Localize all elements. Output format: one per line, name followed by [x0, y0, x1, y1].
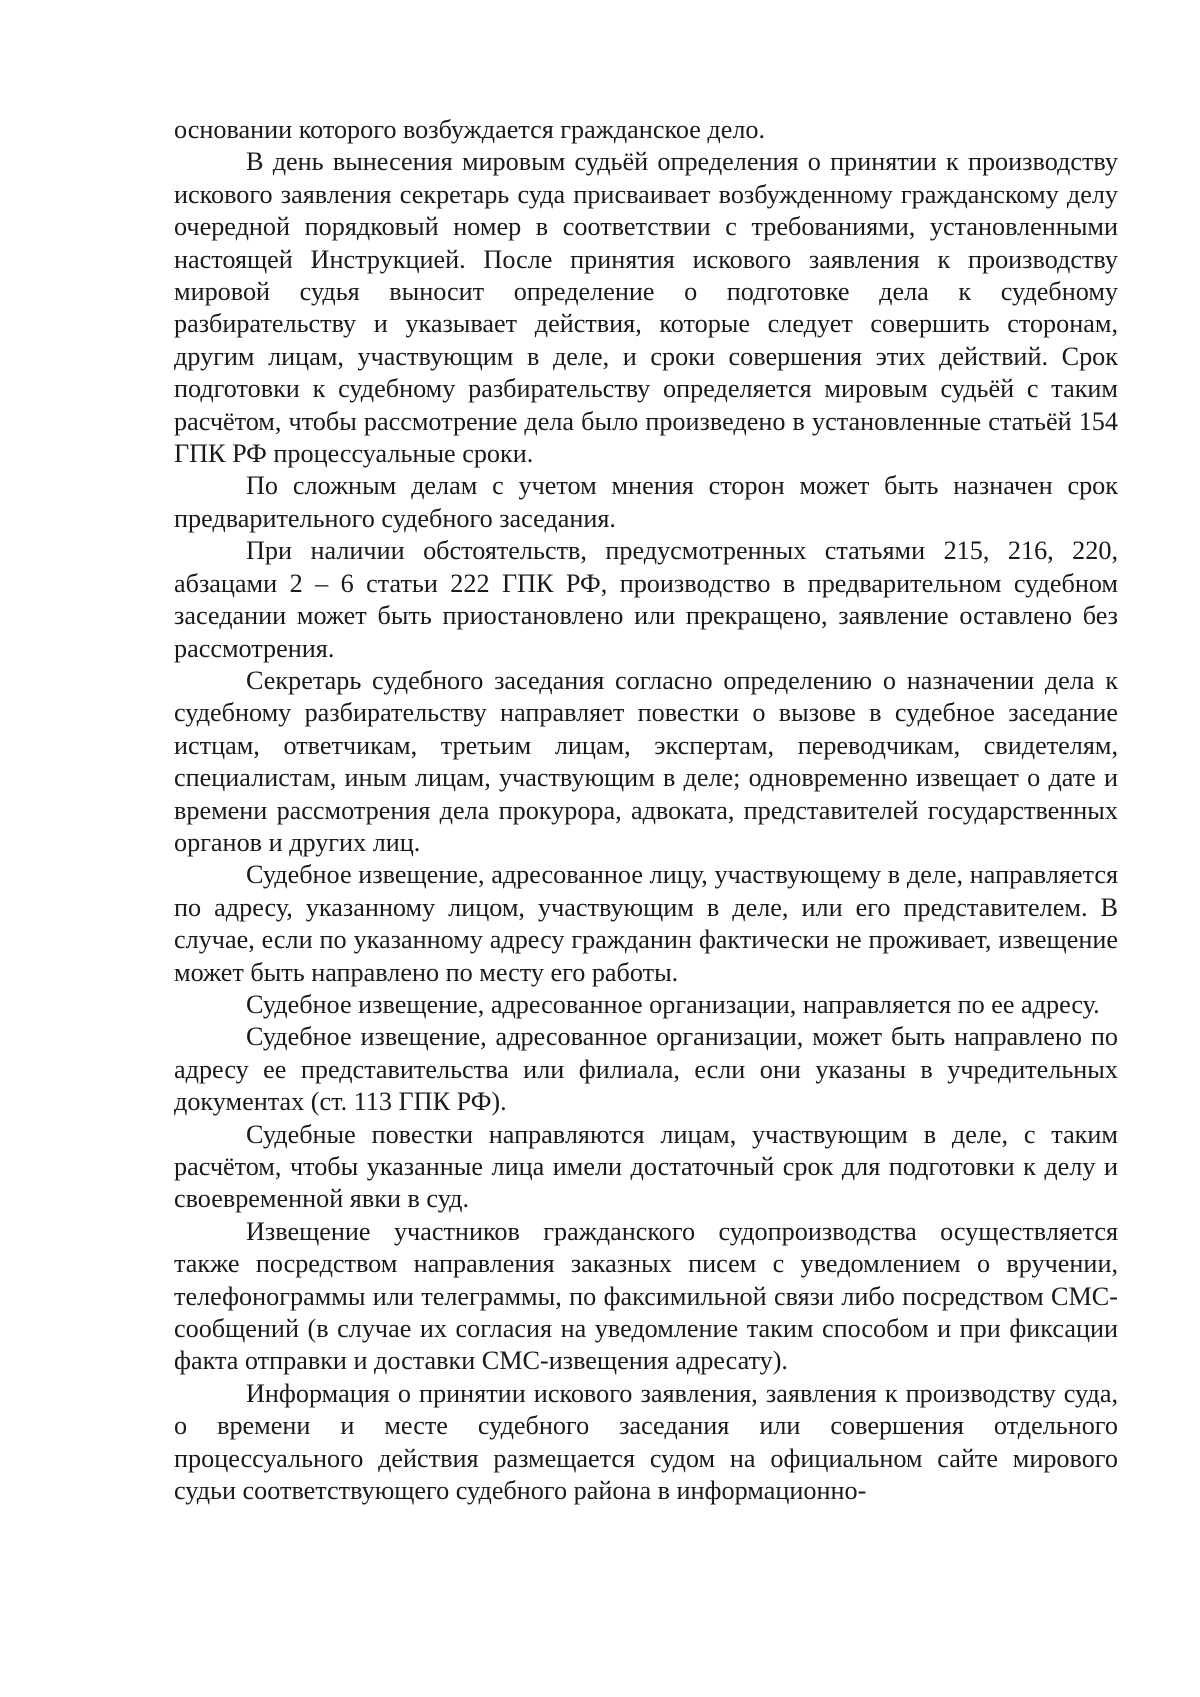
paragraph-notice-organization: Судебное извещение, адресованное организации, направляется по ее адресу. [246, 989, 1100, 1019]
document-body [174, 114, 1118, 1507]
paragraph-summons: Секретарь судебного заседания согласно определению о назначении дела к судебному разбирательству направляет повестки о вызове в судебное заседание истцам, ответчикам, третьим лицам, экспертам, переводчикам, свидетелям, специалистам, иным лицам, участвующим в деле; одновременно извещает о дате и времени рассмотрения дела прокурора, адвоката, представителей государственных органов и других лиц. [174, 665, 1118, 857]
paragraph-suspension: При наличии обстоятельств, предусмотренных статьями 215, 216, 220, абзацами 2 – 6 статьи 222 ГПК РФ, производство в предварительном судебном заседании может быть приостановлено или прекращено, заявление оставлено без рассмотрения. [174, 536, 1118, 663]
paragraph-online-information: Информация о принятии искового заявления, заявления к производству суда, о времени и месте судебного заседания или совершения отдельного процессуального действия размещается судом на официальном сайте мирового судьи соответствующего судебного района в информационно- [174, 1378, 1118, 1506]
paragraph-summons-timing: Судебные повестки направляются лицам, участвующим в деле, с таким расчётом, чтобы указанные лица имели достаточный срок для подготовки к делу и своевременной явки в суд. [174, 1119, 1118, 1214]
paragraph-notice-person: Судебное извещение, адресованное лицу, участвующему в деле, направляется по адресу, указанному лицом, участвующим в деле, или его представителем. В случае, если по указанному адресу гражданин фактически не проживает, извещение может быть направлено по месту его работы. [174, 860, 1118, 987]
paragraph-complex-cases: По сложным делам с учетом мнения сторон может быть назначен срок предварительного судебного заседания. [174, 471, 1118, 533]
paragraph-notification-methods: Извещение участников гражданского судопроизводства осуществляется также посредством направления заказных писем с уведомлением о вручении, телефонограммы или телеграммы, по факсимильной связи либо посредством СМС-сообщений (в случае их согласия на уведомление таким способом и при фиксации факта отправки и доставки СМС-извещения адресату). [174, 1216, 1118, 1376]
paragraph-continuation: основании которого возбуждается гражданское дело. [174, 115, 766, 144]
paragraph-case-registration: В день вынесения мировым судьёй определения о принятии к производству искового заявления секретарь суда присваивает возбужденному гражданскому делу очередной порядковый номер в соответствии с требованиями, установленными настоящей Инструкцией. После принятия искового заявления к производству мировой судья выносит определение о подготовке дела к судебному разбирательству и указывает действия, которые следует совершить сторонам, другим лицам, участвующим в деле, и сроки совершения этих действий. Срок подготовки к судебному разбирательству определяется мировым судьёй с таким расчётом, чтобы рассмотрение дела было произведено в установленные статьёй 154 ГПК РФ процессуальные сроки. [174, 147, 1118, 469]
paragraph-notice-branch: Судебное извещение, адресованное организации, может быть направлено по адресу ее представительства или филиала, если они указаны в учредительных документах (ст. 113 ГПК РФ). [174, 1022, 1118, 1117]
